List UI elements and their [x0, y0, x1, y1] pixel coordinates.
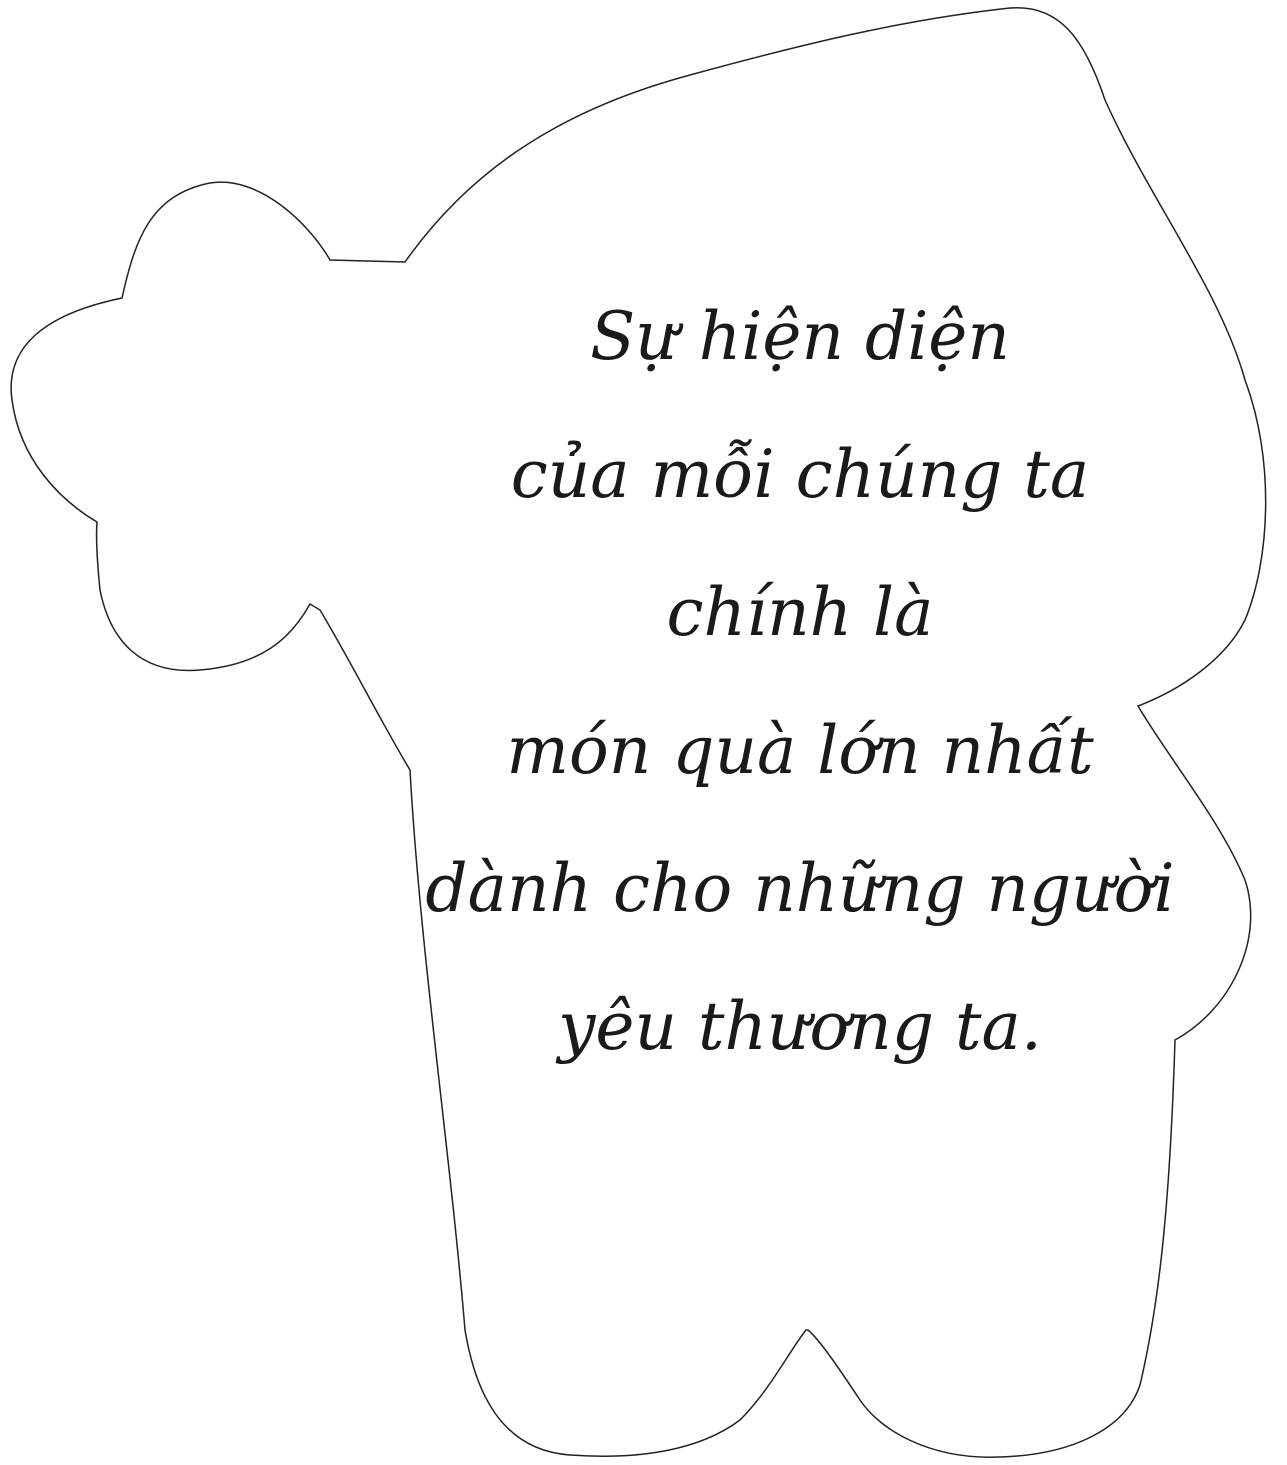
- quote-line-6: yêu thương ta.: [558, 988, 1042, 1065]
- quote-text: [400, 268, 1200, 1096]
- quote-line-2: của mỗi chúng ta: [510, 436, 1090, 513]
- quote-line-5: dành cho những người: [425, 850, 1175, 927]
- quote-line-1: Sự hiện diện: [590, 298, 1010, 375]
- quote-line-3: chính là: [666, 574, 934, 651]
- quote-line-4: món quà lớn nhất: [506, 712, 1094, 789]
